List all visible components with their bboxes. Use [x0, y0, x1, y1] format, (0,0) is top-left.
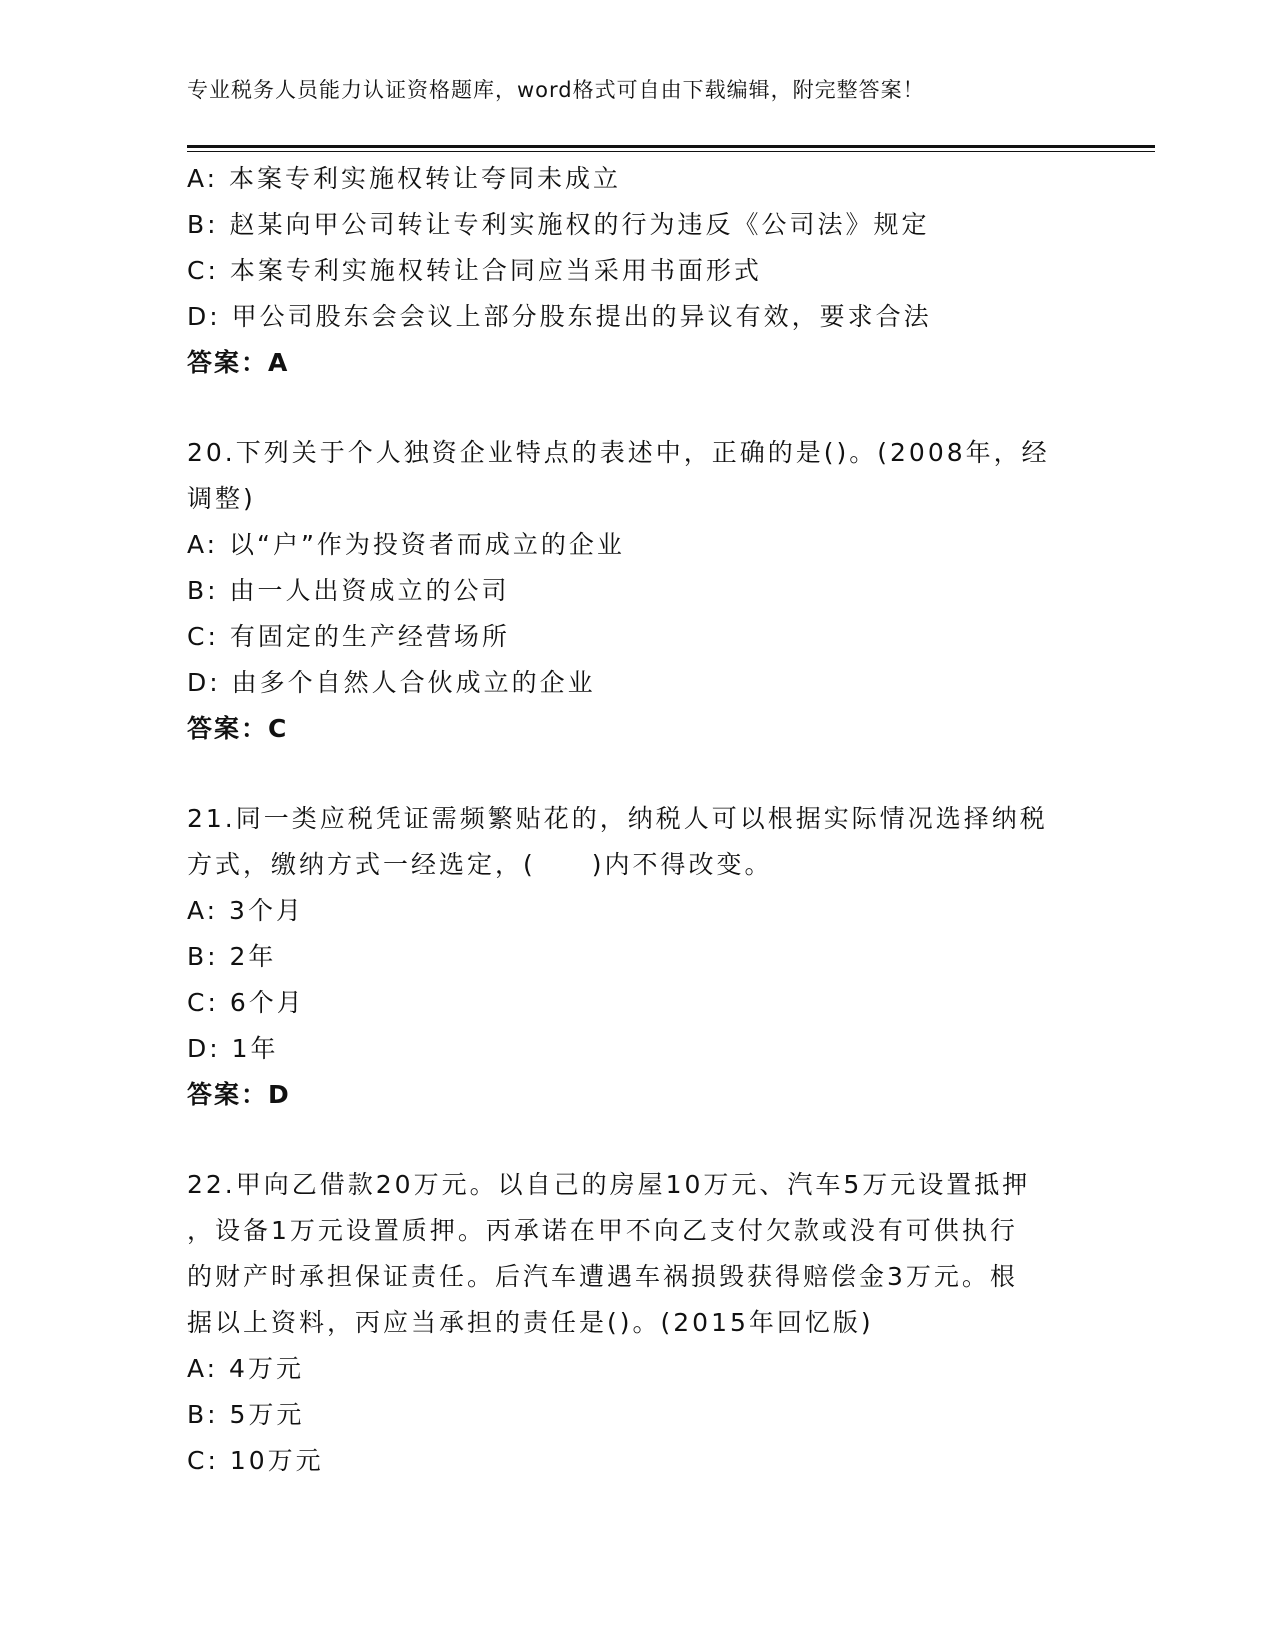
question-stem: [187, 1162, 1087, 1346]
stem-line: 方式，缴纳方式一经选定，( )内不得改变。: [187, 850, 773, 879]
question-list: [187, 156, 1087, 1484]
stem-line: 22.甲向乙借款20万元。以自己的房屋10万元、汽车5万元设置抵押: [187, 1170, 1031, 1199]
stem-line: 调整): [187, 484, 256, 513]
option-a: A: 3个月: [187, 896, 304, 925]
question-stem: [187, 430, 1087, 522]
answer: 答案：C: [187, 714, 289, 743]
stem-line: 21.同一类应税凭证需频繁贴花的，纳税人可以根据实际情况选择纳税: [187, 804, 1048, 833]
answer: 答案：D: [187, 1080, 291, 1109]
question-20: [187, 430, 1087, 752]
question-22: [187, 1162, 1087, 1484]
option-d: D: 1年: [187, 1034, 279, 1063]
stem-line: ，设备1万元设置质押。丙承诺在甲不向乙支付欠款或没有可供执行: [187, 1216, 1018, 1245]
stem-line: 据以上资料，丙应当承担的责任是()。(2015年回忆版): [187, 1308, 874, 1337]
option-a: A: 4万元: [187, 1354, 304, 1383]
option-a: A: 本案专利实施权转让夸同未成立: [187, 164, 622, 193]
option-b: B: 5万元: [187, 1400, 305, 1429]
option-b: B: 由一人出资成立的公司: [187, 576, 510, 605]
header-rule-thick: [187, 145, 1155, 148]
answer: 答案：A: [187, 348, 290, 377]
option-d: D: 甲公司股东会会议上部分股东提出的异议有效，要求合法: [187, 302, 932, 331]
option-c: C: 10万元: [187, 1446, 324, 1475]
option-c: C: 6个月: [187, 988, 305, 1017]
option-b: B: 赵某向甲公司转让专利实施权的行为违反《公司法》规定: [187, 210, 930, 239]
stem-line: 20.下列关于个人独资企业特点的表述中，正确的是()。(2008年，经: [187, 438, 1050, 467]
option-c: C: 有固定的生产经营场所: [187, 622, 510, 651]
page-header: 专业税务人员能力认证资格题库，word格式可自由下载编辑，附完整答案！: [187, 78, 925, 102]
question-21: [187, 796, 1087, 1118]
option-c: C: 本案专利实施权转让合同应当采用书面形式: [187, 256, 762, 285]
question-stem: [187, 796, 1087, 888]
option-d: D: 由多个自然人合伙成立的企业: [187, 668, 596, 697]
header-rule-thin: [187, 151, 1155, 152]
stem-line: 的财产时承担保证责任。后汽车遭遇车祸损毁获得赔偿金3万元。根: [187, 1262, 1018, 1291]
option-b: B: 2年: [187, 942, 277, 971]
question-19-continued: [187, 156, 1087, 386]
option-a: A: 以“户”作为投资者而成立的企业: [187, 530, 625, 559]
